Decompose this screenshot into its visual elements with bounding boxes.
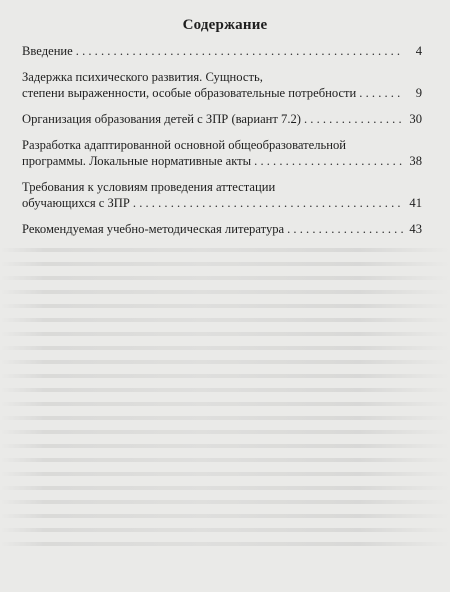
bleed-through-line xyxy=(0,388,450,392)
dot-leader xyxy=(76,43,403,59)
toc-entry-text: программы. Локальные нормативные акты xyxy=(22,154,252,168)
bleed-through-line xyxy=(0,318,450,322)
bleed-through-line xyxy=(0,276,450,280)
toc-entry-text: степени выраженности, особые образовательные потребности xyxy=(22,86,357,100)
toc-entry-last-line xyxy=(22,195,422,211)
dot-leader xyxy=(254,153,403,169)
bleed-through-line xyxy=(0,248,450,252)
toc-entry-text: Организация образования детей с ЗПР (вариант 7.2) xyxy=(22,112,301,126)
bleed-through-line xyxy=(0,458,450,462)
bleed-through-line xyxy=(0,542,450,546)
toc-entry-text: Рекомендуемая учебно-методическая литература xyxy=(22,222,285,236)
toc-entry-text: Введение xyxy=(22,44,73,58)
bleed-through-line xyxy=(0,486,450,490)
toc-entry-program-development[interactable] xyxy=(22,137,422,169)
bleed-through-line xyxy=(0,472,450,476)
bleed-through-line xyxy=(0,528,450,532)
table-of-contents xyxy=(22,43,422,247)
toc-page-number: 41 xyxy=(409,196,422,210)
toc-entry-text: Задержка психического развития. Сущность, xyxy=(22,70,263,84)
toc-entry-attestation-requirements[interactable] xyxy=(22,179,422,211)
toc-entry-last-line xyxy=(22,153,422,169)
toc-entry-text: Требования к условиям проведения аттестации xyxy=(22,180,276,194)
toc-page-number: 30 xyxy=(409,112,422,126)
bleed-through-line xyxy=(0,514,450,518)
dot-leader xyxy=(359,85,403,101)
bleed-through-line xyxy=(0,262,450,266)
dot-leader xyxy=(133,195,403,211)
toc-entry-organization[interactable] xyxy=(22,111,422,127)
toc-entry-developmental-delay[interactable] xyxy=(22,69,422,101)
toc-entry-last-line xyxy=(22,43,422,59)
dot-leader xyxy=(287,221,403,237)
toc-page-number: 38 xyxy=(409,154,422,168)
toc-entry-text: обучающихся с ЗПР xyxy=(22,196,130,210)
bleed-through-line xyxy=(0,374,450,378)
bleed-through-line xyxy=(0,346,450,350)
toc-page-number: 4 xyxy=(415,44,422,58)
toc-page-number: 43 xyxy=(409,222,422,236)
bleed-through-line xyxy=(0,360,450,364)
bleed-through-line xyxy=(0,500,450,504)
toc-page-number: 9 xyxy=(415,86,422,100)
bleed-through-line xyxy=(0,290,450,294)
bleed-through-line xyxy=(0,402,450,406)
dot-leader xyxy=(304,111,403,127)
toc-entry-introduction[interactable] xyxy=(22,43,422,59)
bleed-through-line xyxy=(0,444,450,448)
bleed-through-line xyxy=(0,332,450,336)
toc-entry-recommended-literature[interactable] xyxy=(22,221,422,237)
toc-entry-text: Разработка адаптированной основной общеобразовательной xyxy=(22,138,347,152)
bleed-through-line xyxy=(0,416,450,420)
toc-entry-last-line xyxy=(22,85,422,101)
bleed-through-line xyxy=(0,430,450,434)
page-title: Содержание xyxy=(182,17,268,33)
bleed-through-line xyxy=(0,304,450,308)
toc-entry-last-line xyxy=(22,111,422,127)
toc-entry-last-line xyxy=(22,221,422,237)
